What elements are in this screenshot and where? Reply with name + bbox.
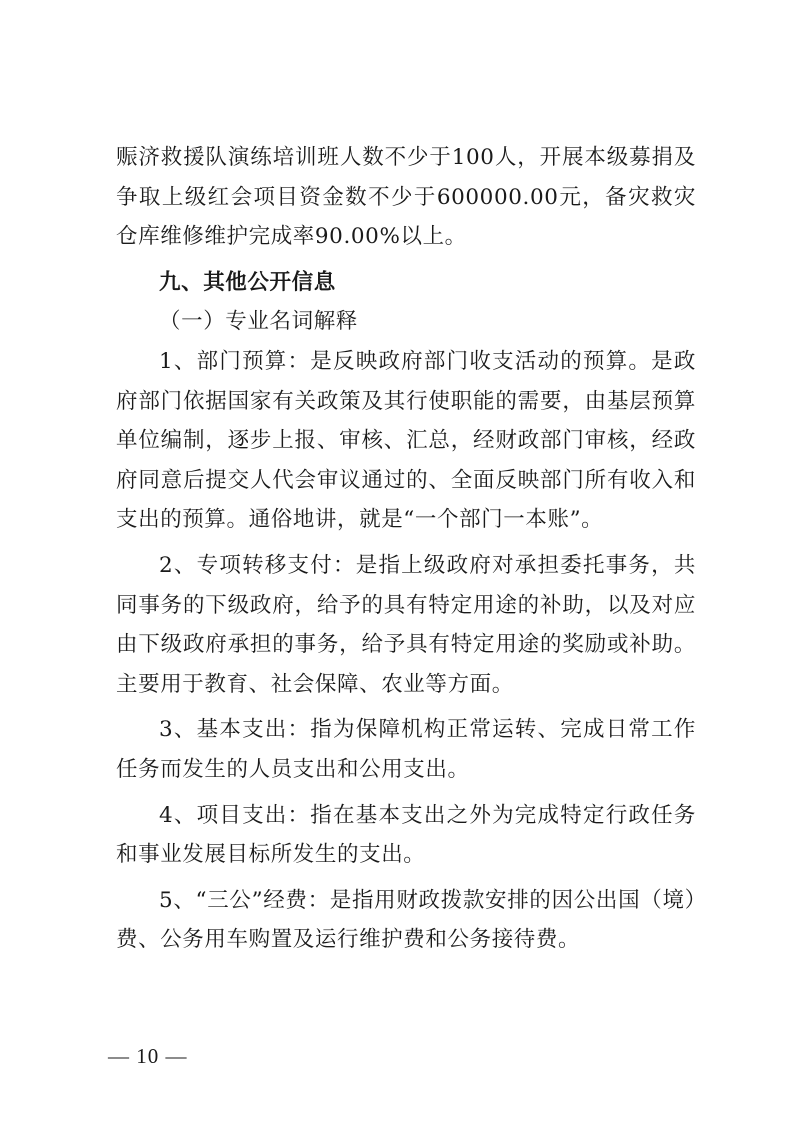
document-body [116,138,696,960]
term-three-public-expenses: 5、“三公”经费：是指用财政拨款安排的因公出国（境）费、公务用车购置及运行维护费和公务接待费。 [116,887,696,953]
section-heading-other-info: 九、其他公开信息 [159,269,336,295]
term-special-transfer-payment: 2、专项转移支付：是指上级政府对承担委托事务，共同事务的下级政府，给予的具有特定用途的补助，以及对应由下级政府承担的事务，给予具有特定用途的奖励或补助。主要用于教育、社会保障、农业等方面。 [116,552,696,697]
term-basic-expenditure: 3、基本支出：指为保障机构正常运转、完成日常工作任务而发生的人员支出和公用支出。 [116,717,696,782]
subsection-heading-terms: （一）专业名词解释 [159,309,358,335]
paragraph-continued: 赈济救援队演练培训班人数不少于100人，开展本级募捐及争取上级红会项目资金数不少于600000.00元，备灾救灾仓库维修维护完成率90.00%以上。 [116,145,696,250]
term-department-budget: 1、部门预算：是反映政府部门收支活动的预算。是政府部门依据国家有关政策及其行使职能的需要，由基层预算单位编制，逐步上报、审核、汇总，经财政部门审核，经政府同意后提交人代会审议通过的、全面反映部门所有收入和支出的预算。通俗地讲，就是“一个部门一本账”。 [116,348,696,533]
term-project-expenditure: 4、项目支出：指在基本支出之外为完成特定行政任务和事业发展目标所发生的支出。 [116,802,696,868]
page-number: — 10 — [108,1044,188,1068]
